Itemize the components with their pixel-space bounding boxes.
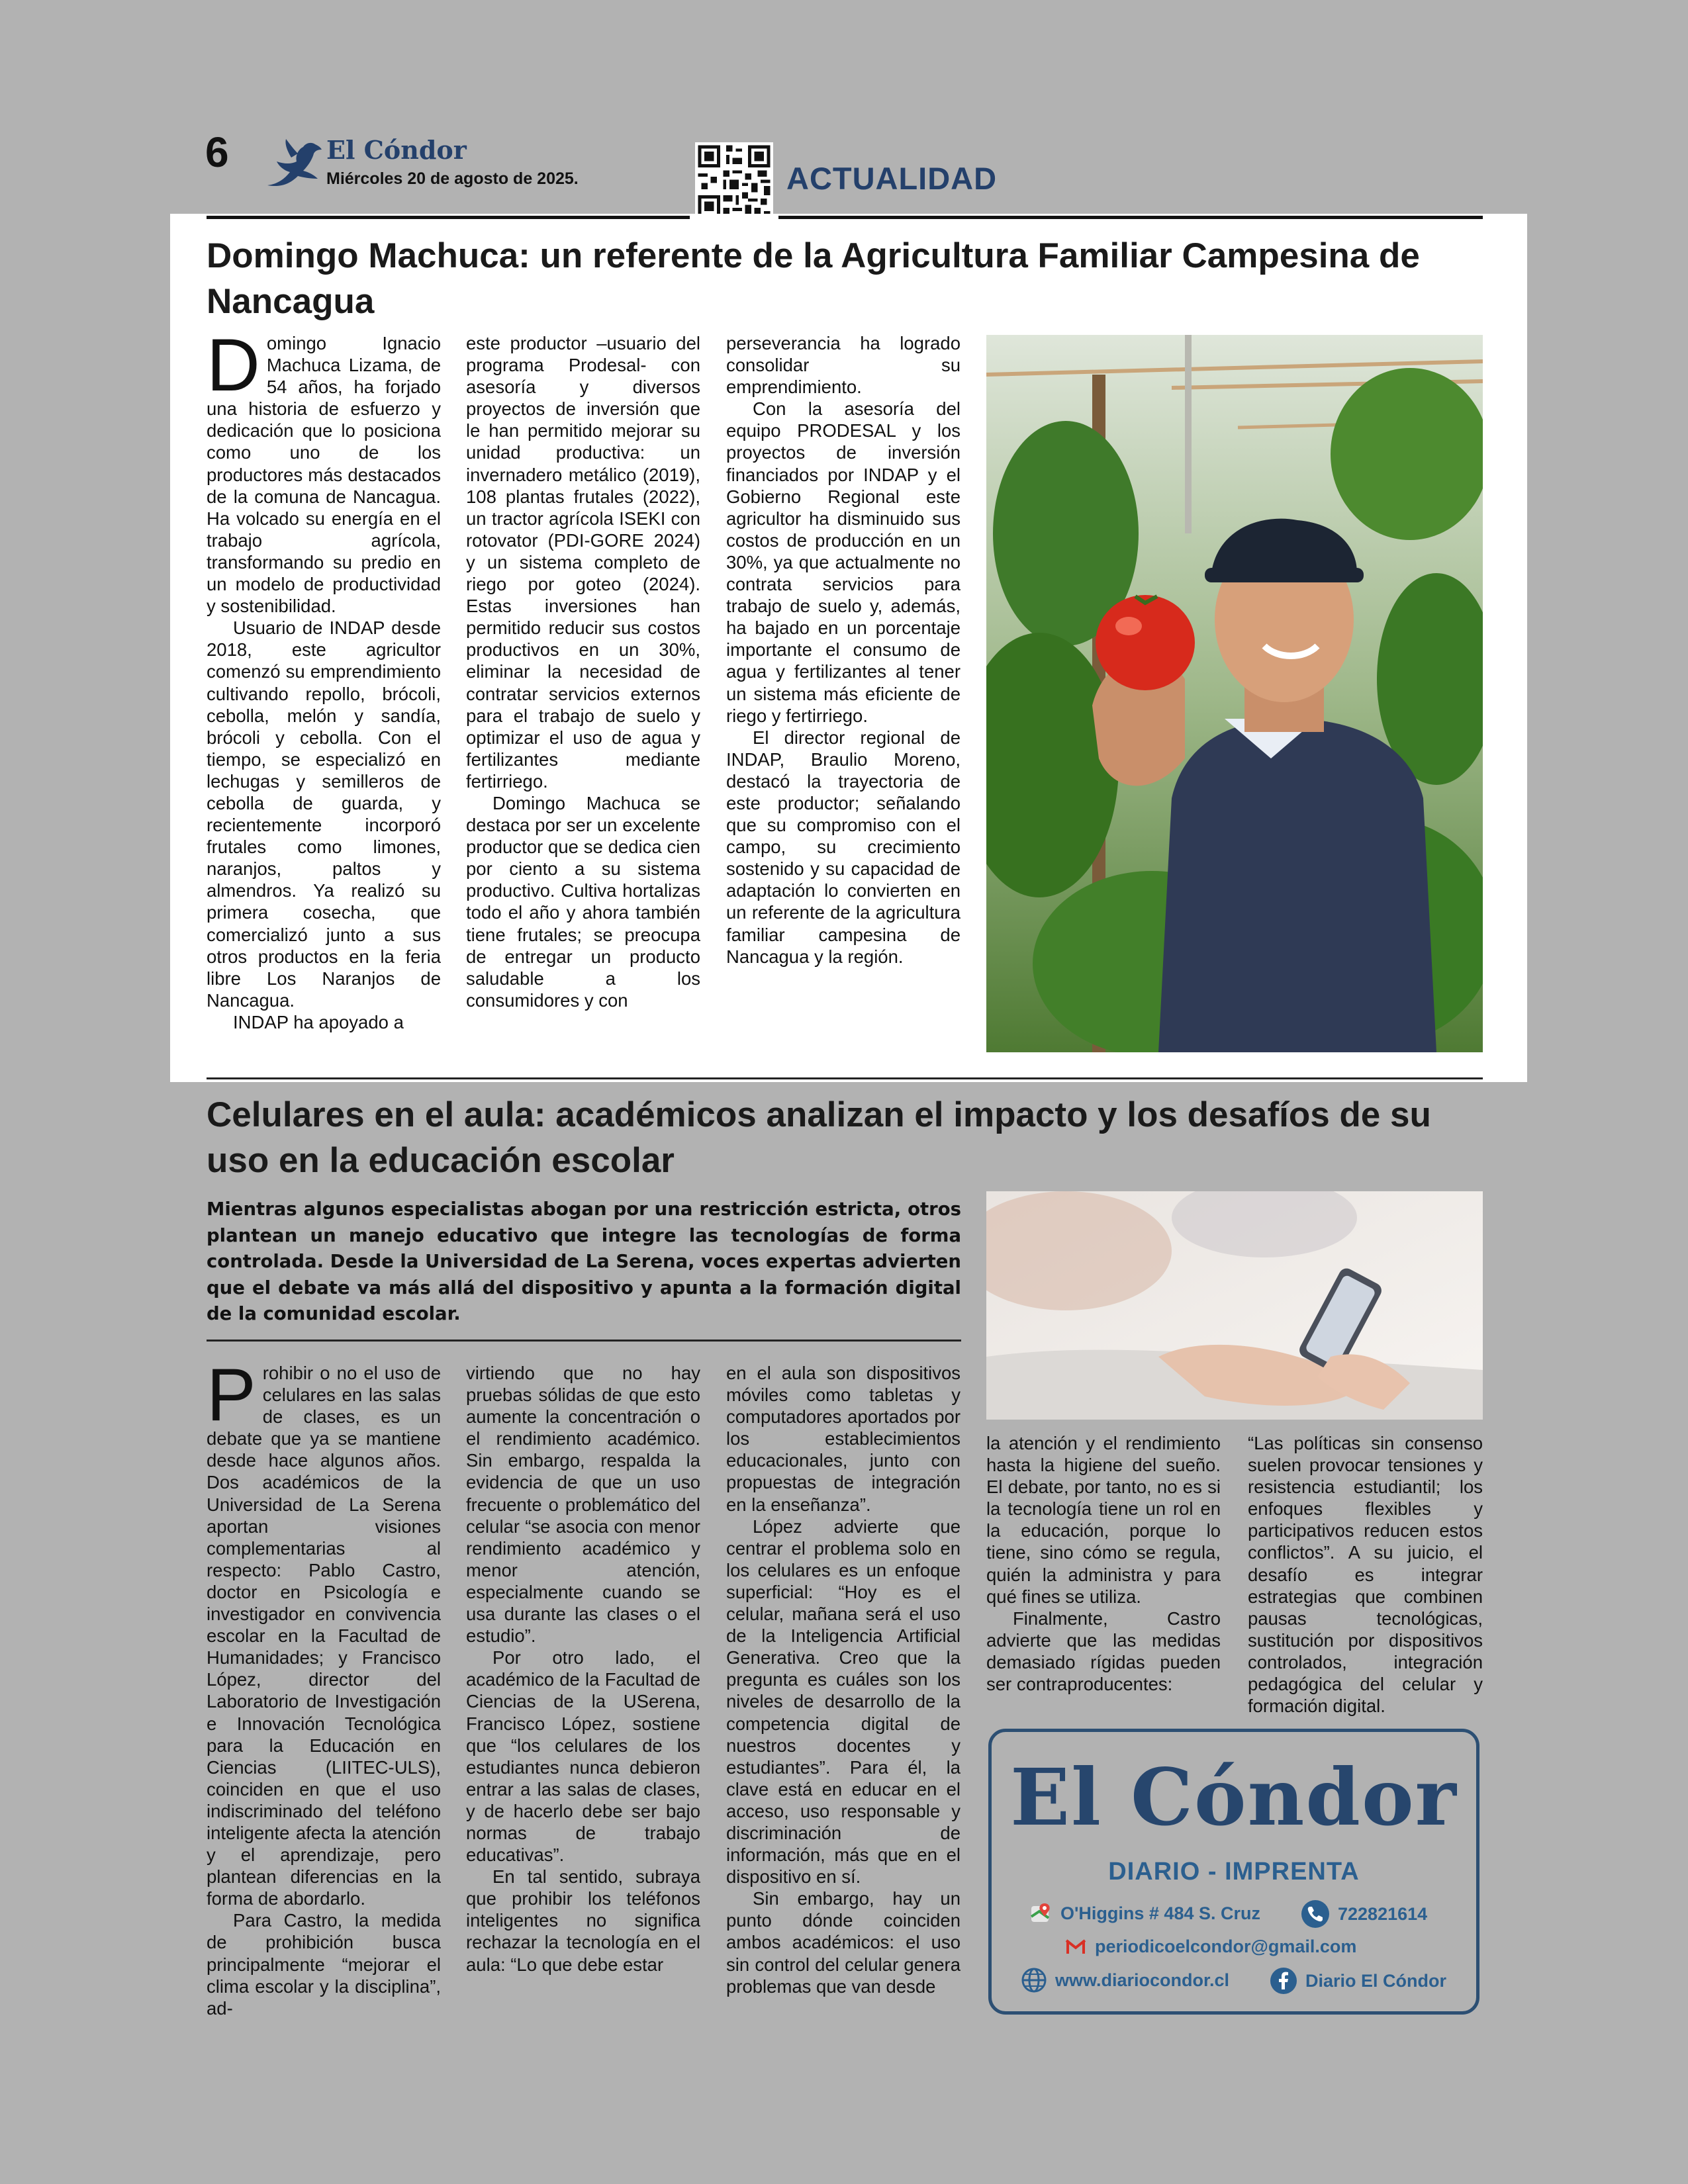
article1-paragraph: perseverancia ha logrado consolidar su emprendimiento. bbox=[726, 333, 961, 398]
masthead-rule-right bbox=[778, 216, 1483, 219]
article2-paragraph: Para Castro, la medida de prohibición busca principalmente “mejorar el clima escolar y la disciplina”, ad- bbox=[207, 1910, 441, 2019]
ad-website-text[interactable]: www.diariocondor.cl bbox=[1055, 1970, 1230, 1990]
article2-paragraph: “Las políticas sin consenso suelen provocar tensiones y resistencia estudiantil; los enfoques flexibles y participativos reducen estos conflictos”. A su juicio, el desafío es integrar estrategias que combinen pausas tecnológicas, sustitución por dispositivos controlados, integración pedagógica del celular y formación digital. bbox=[1248, 1433, 1483, 1717]
map-pin-icon bbox=[1030, 1902, 1053, 1925]
phone-icon bbox=[1301, 1899, 1330, 1929]
article2-paragraph: en el aula son dispositivos móviles como tabletas y computadores aportados por los establecimientos educacionales, junto con propuestas de integración en la enseñanza”. bbox=[726, 1363, 961, 1515]
ad-website[interactable] bbox=[1021, 1967, 1229, 1993]
article2-paragraph: Por otro lado, el académico de la Facultad de Ciencias de la USerena, Francisco López, sostiene que “los celulares de los estudiantes nunca debieron entrar a las salas de clases, y de hacerlo debe ser bajo normas de trabajo educativas”. bbox=[466, 1647, 700, 1866]
globe-icon bbox=[1021, 1967, 1047, 1993]
ad-subtitle: DIARIO - IMPRENTA bbox=[1108, 1858, 1360, 1886]
newspaper-advertisement bbox=[988, 1729, 1479, 2015]
ad-phone bbox=[1301, 1899, 1427, 1929]
ad-facebook[interactable] bbox=[1270, 1967, 1446, 1995]
article2-paragraph: virtiendo que no hay pruebas sólidas de que esto aumente la concentración o el rendimiento académico. Sin embargo, respalda la evidencia de que un uso frecuente o problemático del celular “se asocia con menor rendimiento académico y menor atención, especialmente cuando se usa durante las clases o el estudio”. bbox=[466, 1363, 700, 1647]
article2-column-1 bbox=[207, 1353, 441, 2019]
section-name: ACTUALIDAD bbox=[786, 161, 998, 196]
ad-facebook-text[interactable]: Diario El Cóndor bbox=[1305, 1970, 1447, 1991]
article2-paragraph: Finalmente, Castro advierte que las medidas demasiado rígidas pueden ser contraproducentes: bbox=[986, 1608, 1221, 1695]
article1-dropcap: D bbox=[207, 324, 260, 406]
article2-column-5 bbox=[1248, 1432, 1483, 1717]
article2-column-3 bbox=[726, 1362, 961, 1997]
article1-paragraph: INDAP ha apoyado a bbox=[233, 1011, 404, 1032]
article2-lead: Mientras algunos especialistas abogan por una restricción estricta, otros plantean un manejo educativo que integre las tecnologías de forma controlada. Desde la Universidad de La Serena, voces expertas advierten que el debate va más allá del dispositivo y apunta a la formación digital de la comunidad escolar. bbox=[207, 1199, 961, 1324]
issue-date: Miércoles 20 de agosto de 2025. bbox=[326, 169, 579, 188]
eagle-logo bbox=[265, 138, 324, 193]
masthead-rule-left bbox=[207, 216, 690, 219]
facebook-icon bbox=[1270, 1967, 1297, 1995]
article1-paragraph: este productor –usuario del programa Prodesal- con asesoría y diversos proyectos de inversión que le han permitido mejorar su unidad productiva: un invernadero metálico (2019), 108 plantas frutales (2022), un tractor agrícola ISEKI con rotovator (PDI-GORE 2024) y un sistema completo de riego por goteo (2024). Estas inversiones han permitido reducir sus costos productivos en un 30%, eliminar la necesidad de contratar servicios externos para el trabajo de suelo y optimizar el uso de agua y fertilizantes mediante fertirriego. bbox=[466, 333, 700, 792]
ad-email-text[interactable]: periodicoelcondor@gmail.com bbox=[1095, 1936, 1357, 1956]
article2-paragraph: En tal sentido, subraya que prohibir los teléfonos inteligentes no significa rechazar la tecnología en el aula: “Lo que debe estar bbox=[466, 1866, 700, 1975]
article1-paragraph: Con la asesoría del equipo PRODESAL y los proyectos de inversión financiados por INDAP y el Gobierno Regional este agricultor ha disminuido sus costos de producción en un 30%, ya que actualmente no contrata servicios para trabajo de suelo y, además, ha bajado en un porcentaje importante el consumo de agua y fertilizantes al tener un sistema más eficiente de riego y fertirriego. bbox=[726, 398, 961, 726]
article2-paragraph: rohibir o no el uso de celulares en las salas de clases, es un debate que ya se mantiene desde hace algunos años. Dos académicos de la Universidad de La Serena aportan visiones complementarias al respecto: Pablo Castro, doctor en Psicología e investigador en convivencia escolar en la Facultad de Humanidades; y Francisco López, director del Laboratorio de Investigación e Innovación Tecnológica para la Educación en Ciencias (LIITEC-ULS), coinciden en que el uso indiscriminado del teléfono inteligente afecta la atención y el aprendizaje, pero plantean diferencias en la forma de abordarlo. bbox=[207, 1363, 441, 1909]
article1-paragraph: El director regional de INDAP, Braulio Moreno, destacó la trayectoria de este productor; señalando que su compromiso con el campo, su crecimiento sostenido y su capacidad de adaptación lo convierten en un referente de la agricultura familiar campesina de Nancagua y la región. bbox=[726, 727, 961, 967]
article2-paragraph: López advierte que centrar el problema solo en los celulares es un enfoque superficial: “Hoy es el celular, mañana será el uso de la Inteligencia Artificial Generativa. Creo que la pregunta es cuáles son los niveles de desarrollo de la competencia digital de nuestros docentes y estudiantes”. Para él, la clave está en educar en el acceso, uso responsable y discriminación de información, más que en el dispositivo en sí. bbox=[726, 1516, 961, 1888]
article1-column-1 bbox=[207, 324, 441, 1033]
article1-paragraph: omingo Ignacio Machuca Lizama, de 54 años, ha forjado una historia de esfuerzo y dedicación que lo posiciona como uno de los productores más destacados de la comuna de Nancagua. Ha volcado su energía en el trabajo agrícola, transformando su predio en un modelo de productividad y sostenibilidad. bbox=[207, 333, 441, 617]
farmer-tomato-photo bbox=[986, 335, 1483, 1052]
ad-title: El Cóndor bbox=[1010, 1751, 1458, 1843]
article2-column-4 bbox=[986, 1432, 1221, 1695]
article2-headline: Celulares en el aula: académicos analizan el impacto y los desafíos de su uso en la educación escolar bbox=[207, 1095, 1431, 1180]
article1-headline: Domingo Machuca: un referente de la Agricultura Familiar Campesina de Nancagua bbox=[207, 236, 1420, 321]
article-divider bbox=[207, 1077, 1483, 1079]
ad-phone-text: 722821614 bbox=[1338, 1903, 1428, 1924]
lead-divider bbox=[207, 1340, 961, 1342]
article2-dropcap: P bbox=[207, 1353, 256, 1436]
gmail-icon bbox=[1064, 1935, 1087, 1958]
qr-code bbox=[695, 142, 773, 220]
article1-paragraph: Domingo Machuca se destaca por ser un excelente productor que se dedica cien por ciento a su sistema productivo. Cultiva hortalizas todo el año y ahora también tiene frutales; se preocupa de entregar un producto saludable a los consumidores y con bbox=[466, 792, 700, 1011]
article2-paragraph: Sin embargo, hay un punto dónde coinciden ambos académicos: el uso sin control del celular genera problemas que van desde bbox=[726, 1888, 961, 1997]
article2-paragraph: la atención y el rendimiento hasta la higiene del sueño. El debate, por tanto, no es si la tecnología tiene un rol en la educación, porque lo tiene, sino cómo se regula, quién la administra y para qué fines se utiliza. bbox=[986, 1433, 1221, 1607]
masthead-brand: El Cóndor bbox=[326, 135, 467, 165]
article1-column-3 bbox=[726, 332, 961, 968]
ad-address bbox=[1030, 1902, 1260, 1925]
article2-column-2 bbox=[466, 1362, 700, 1976]
ad-address-text: O'Higgins # 484 S. Cruz bbox=[1060, 1903, 1260, 1923]
article1-column-2 bbox=[466, 332, 700, 1011]
smartphone-classroom-photo bbox=[986, 1191, 1483, 1420]
article1-paragraph: Usuario de INDAP desde 2018, este agricultor comenzó su emprendimiento cultivando repollo, brócoli, cebolla, melón y sandía, brócoli y cebolla. Con el tiempo, se especializó en lechugas y semilleros de cebolla de guarda, y recientemente incorporó frutales como limones, naranjos, paltos y almendros. Ya realizó su primera cosecha, que comercializó junto a sus otros productos en la feria libre Los Naranjos de Nancagua. bbox=[207, 617, 441, 1011]
ad-email[interactable] bbox=[1064, 1935, 1356, 1958]
page-number: 6 bbox=[205, 128, 229, 176]
